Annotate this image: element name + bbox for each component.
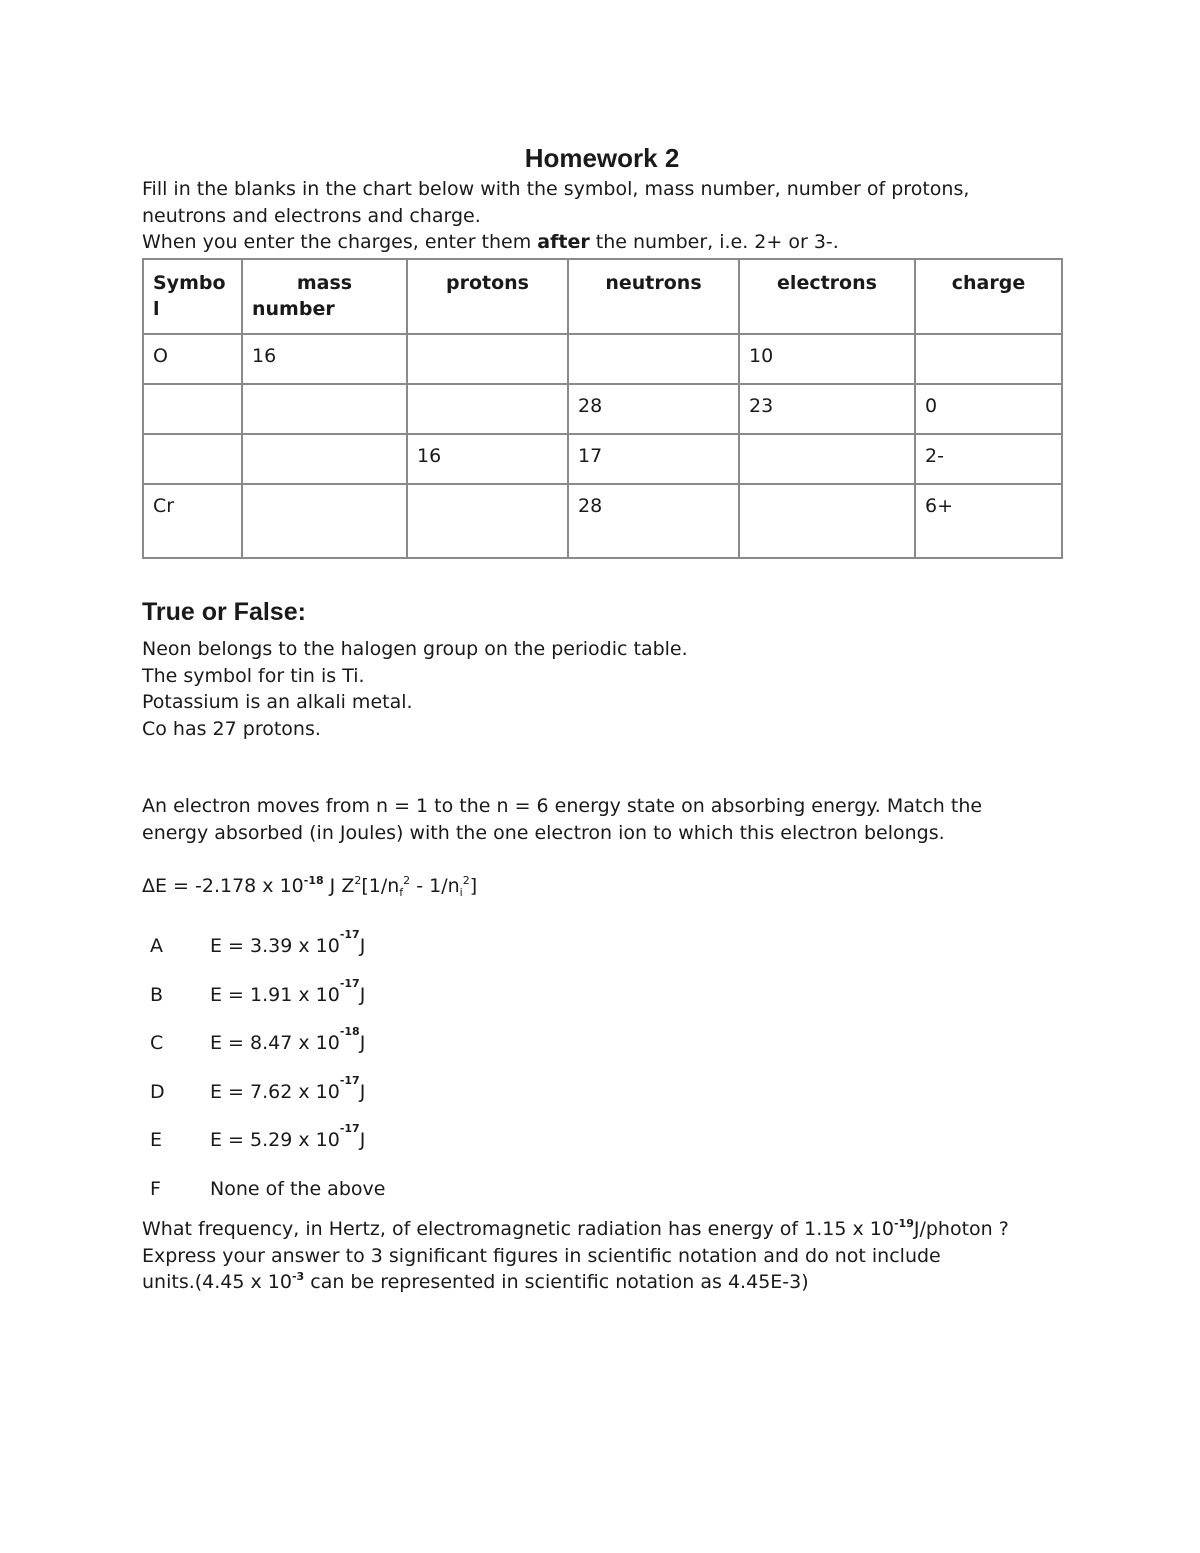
table-cell[interactable]: 2- (915, 434, 1062, 484)
question-line: units.(4.45 x $10^{-3}$ can be represented in scientific notation as 4.45E-3) (142, 1270, 809, 1293)
energy-formula: ΔE = -2.178 x $10^{-18}$ J $Z^2[1/n_f^2 - 1/n_i^2]$ (142, 874, 478, 899)
table-cell[interactable] (242, 384, 407, 434)
table-cell[interactable] (407, 484, 568, 558)
table-cell[interactable] (242, 434, 407, 484)
header-charge: charge (915, 259, 1062, 334)
instruction-line: neutrons and electrons and charge. (142, 204, 481, 227)
list-item: The symbol for tin is Ti. (142, 664, 365, 687)
table-cell[interactable]: 10 (739, 334, 915, 384)
table-cell[interactable]: 23 (739, 384, 915, 434)
instruction-text: When you enter the charges, enter them (142, 231, 538, 253)
answer-option-b[interactable]: B E = 1.91 x 10 -17 J (150, 976, 366, 1006)
table-header-row (143, 259, 1062, 334)
header-symbol: Symbo l (143, 259, 242, 334)
table-cell[interactable]: 16 (242, 334, 407, 384)
table-cell[interactable] (143, 384, 242, 434)
table-cell[interactable] (739, 484, 915, 558)
table-cell[interactable]: Cr (143, 484, 242, 558)
instruction-text: the number, i.e. 2+ or 3-. (589, 231, 839, 253)
instruction-line: Fill in the blanks in the chart below with the symbol, mass number, number of protons, (142, 178, 970, 200)
instruction-line (142, 229, 1062, 256)
list-item: Co has 27 protons. (142, 717, 321, 740)
answer-option-d[interactable]: D E = 7.62 x 10 -17 J (150, 1073, 366, 1103)
table-cell[interactable] (915, 334, 1062, 384)
table-cell[interactable] (242, 484, 407, 558)
atom-chart-table (142, 258, 1063, 559)
answer-option-a[interactable]: A E = 3.39 x 10 -17 J (150, 928, 366, 957)
header-protons: protons (407, 259, 568, 334)
table-row (143, 434, 1062, 484)
list-item: Neon belongs to the halogen group on the periodic table. (142, 638, 688, 660)
question-line: Express your answer to 3 significant figures in scientific notation and do not include (142, 1244, 941, 1267)
list-item: Potassium is an alkali metal. (142, 691, 413, 713)
page-title: Homework 2 (524, 143, 680, 173)
answer-option-f[interactable]: F None of the above (150, 1177, 386, 1200)
question-line: What frequency, in Hertz, of electromagnetic radiation has energy of 1.15 x $10^{-19}J$/photon ? (142, 1217, 1009, 1240)
header-mass-number: mass number (242, 259, 407, 334)
question-line: energy absorbed (in Joules) with the one electron ion to which this electron belongs. (142, 821, 945, 844)
question-line: An electron moves from n = 1 to the n = 6 energy state on absorbing energy. Match the (142, 795, 983, 817)
table-cell[interactable] (143, 434, 242, 484)
table-row (143, 334, 1062, 384)
answer-option-e[interactable]: E E = 5.29 x 10 -17 J (150, 1122, 366, 1152)
table-cell[interactable]: 0 (915, 384, 1062, 434)
header-neutrons: neutrons (568, 259, 739, 334)
instruction-bold: after (537, 231, 590, 253)
header-electrons: electrons (739, 259, 915, 334)
answer-options (150, 928, 386, 1227)
instructions (142, 176, 1062, 256)
document-page (142, 140, 1062, 1293)
frequency-question (142, 1216, 1009, 1296)
table-cell[interactable]: 16 (407, 434, 568, 484)
true-false-list (142, 636, 688, 742)
table-cell[interactable]: 28 (568, 384, 739, 434)
table-cell[interactable]: 28 (568, 484, 739, 558)
table-cell[interactable]: O (143, 334, 242, 384)
table-cell[interactable] (568, 334, 739, 384)
table-row (143, 484, 1062, 558)
table-cell[interactable] (407, 384, 568, 434)
table-cell[interactable] (739, 434, 915, 484)
table-row (143, 384, 1062, 434)
true-false-heading: True or False: (142, 598, 306, 626)
energy-question (142, 793, 982, 846)
table-cell[interactable] (407, 334, 568, 384)
table-cell[interactable]: 6+ (915, 484, 1062, 558)
answer-option-c[interactable]: C E = 8.47 x 10 -18 J (150, 1025, 366, 1055)
table-cell[interactable]: 17 (568, 434, 739, 484)
